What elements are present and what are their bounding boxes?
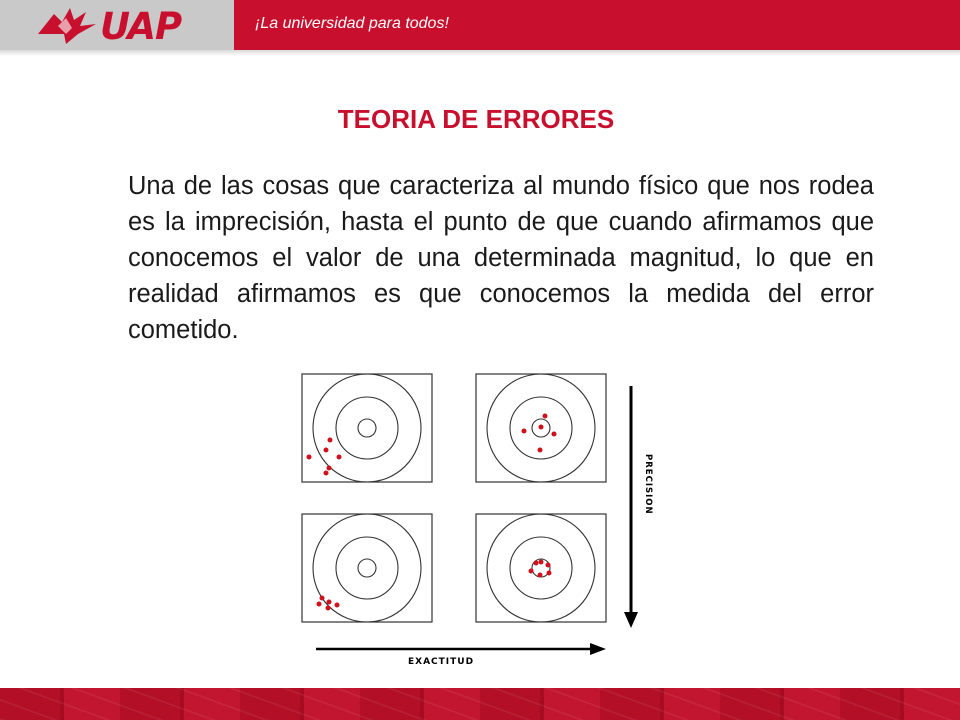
header-bar — [0, 0, 960, 50]
exactitud-label: EXACTITUD — [408, 657, 475, 666]
exactitud-arrow — [316, 643, 606, 655]
slide-title: TEORIA DE ERRORES — [337, 104, 615, 134]
precision-label: PRECISION — [643, 454, 653, 515]
target-top-left — [302, 374, 432, 482]
logo-bird-icon — [36, 4, 100, 46]
footer-texture — [0, 688, 960, 720]
tagline: ¡La universidad para todos! — [255, 15, 449, 32]
logo-area — [0, 0, 234, 50]
precision-arrow — [624, 386, 638, 628]
precision-accuracy-diagram — [296, 366, 676, 666]
target-bottom-right — [476, 514, 606, 622]
slide-paragraph: Una de las cosas que caracteriza al mundo físico que nos rodea es la imprecisión, hasta el punto de que cuando afirmamos que conocemos el valor de una determinada magnitud, lo que en realidad afirmamos es que conocemos la medida del error cometido. — [128, 172, 874, 344]
header-shadow — [0, 50, 960, 56]
target-top-right — [476, 374, 606, 482]
target-bottom-left — [302, 514, 432, 622]
logo-text: UAP — [100, 5, 182, 48]
